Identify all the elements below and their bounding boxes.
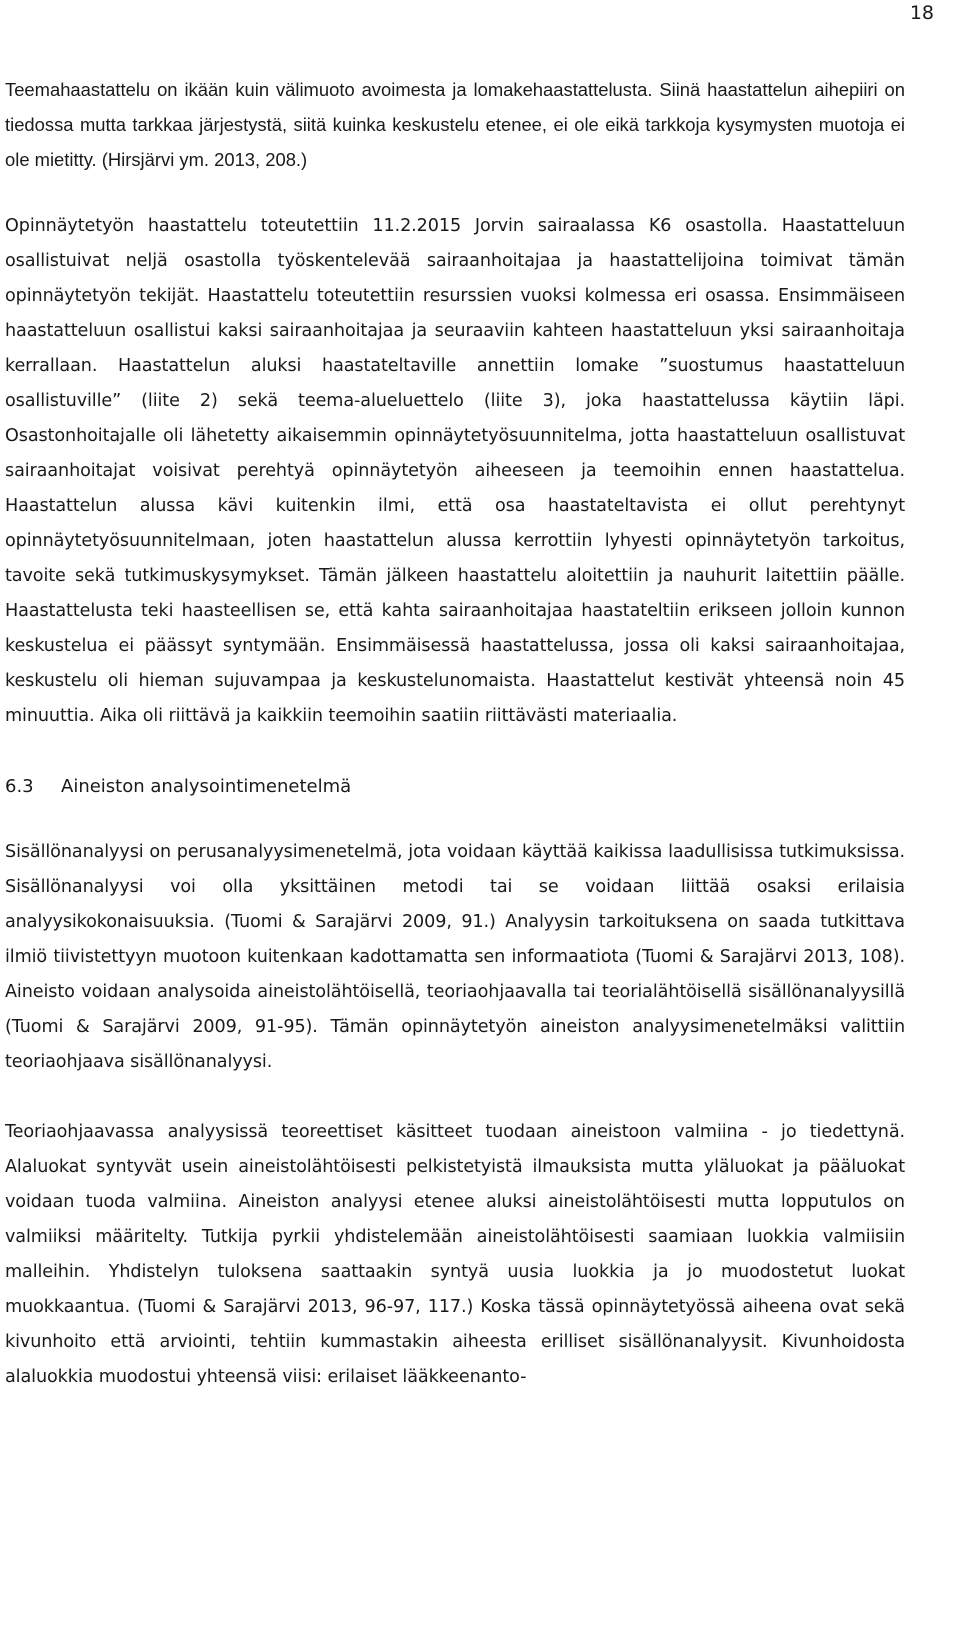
page-number: 18 [909, 2, 934, 24]
section-heading [5, 769, 905, 804]
section-title: Aineiston analysointimenetelmä [61, 776, 352, 797]
section-number: 6.3 [5, 776, 34, 797]
paragraph-content-analysis: Sisällönanalyysi on perusanalyysimenetelmä, jota voidaan käyttää kaikissa laadullisissa tutkimuksissa. Sisällönanalyysi voi olla yksittäinen metodi tai se voidaan liittää osaksi erilaisia analyysikokonaisuuksia. (Tuomi & Sarajärvi 2009, 91.) Analyysin tarkoituksena on saada tutkittava ilmiö tiivistettyyn muotoon kuitenkaan kadottamatta sen informaatiota (Tuomi & Sarajärvi 2013, 108). Aineisto voidaan analysoida aineistolähtöisellä, teoriaohjaavalla tai teorialähtöisellä sisällönanalyysillä (Tuomi & Sarajärvi 2009, 91-95). Tämän opinnäytetyön aineiston analyysimenetelmäksi valittiin teoriaohjaava sisällönanalyysi. [5, 842, 905, 1072]
document-body [5, 72, 905, 1395]
paragraph-theory-guided-analysis: Teoriaohjaavassa analyysissä teoreettiset käsitteet tuodaan aineistoon valmiina - jo tiedettynä. Alaluokat syntyvät usein aineistolähtöisesti pelkistetyistä ilmauksista mutta yläluokat ja pääluokat voidaan tuoda valmiina. Aineiston analyysi etenee aluksi aineistolähtöisesti mutta lopputulos on valmiiksi määritelty. Tutkija pyrkii yhdistelemään aineistolähtöisesti saamiaan luokkia valmiisiin malleihin. Yhdistelyn tuloksena saattaakin syntyä uusia luokkia ja jo muodostetut luokat muokkaantua. (Tuomi & Sarajärvi 2013, 96-97, 117.) Koska tässä opinnäytetyössä aiheena ovat sekä kivunhoito että arviointi, tehtiin kummastakin aiheesta erilliset sisällönanalyysit. Kivunhoidosta alaluokkia muodostui yhteensä viisi: erilaiset lääkkeenanto- [5, 1122, 905, 1387]
paragraph-interview-execution: Opinnäytetyön haastattelu toteutettiin 11.2.2015 Jorvin sairaalassa K6 osastolla. Haastatteluun osallistuivat neljä osastolla työskentelevää sairaanhoitajaa ja haastattelijoina toimivat tämän opinnäytetyön tekijät. Haastattelu toteutettiin resurssien vuoksi kolmessa eri osassa. Ensimmäiseen haastatteluun osallistui kaksi sairaanhoitajaa ja seuraaviin kahteen haastatteluun yksi sairaanhoitaja kerrallaan. Haastattelun aluksi haastateltaville annettiin lomake ”suostumus haastatteluun osallistuville” (liite 2) sekä teema-alueluettelo (liite 3), joka haastattelussa käytiin läpi. Osastonhoitajalle oli lähetetty aikaisemmin opinnäytetyösuunnitelma, jotta haastatteluun osallistuvat sairaanhoitajat voisivat perehtyä opinnäytetyön aiheeseen ja teemoihin ennen haastattelua. Haastattelun alussa kävi kuitenkin ilmi, että osa haastateltavista ei ollut perehtynyt opinnäytetyösuunnitelmaan, joten haastattelun alussa kerrottiin lyhyesti opinnäytetyön tarkoitus, tavoite sekä tutkimuskysymykset. Tämän jälkeen haastattelu aloitettiin ja nauhurit laitettiin päälle. Haastattelusta teki haasteellisen se, että kahta sairaanhoitajaa haastateltiin erikseen jolloin kunnon keskustelua ei päässyt syntymään. Ensimmäisessä haastattelussa, jossa oli kaksi sairaanhoitajaa, keskustelu oli hieman sujuvampaa ja keskustelunomaista. Haastattelut kestivät yhteensä noin 45 minuuttia. Aika oli riittävä ja kaikkiin teemoihin saatiin riittävästi materiaalia. [5, 216, 905, 726]
paragraph-theme-interview: Teemahaastattelu on ikään kuin välimuoto avoimesta ja lomakehaastattelusta. Siinä haastattelun aihepiiri on tiedossa mutta tarkkaa järjestystä, siitä kuinka keskustelu etenee, ei ole eikä tarkkoja kysymysten muotoja ei ole mietitty. (Hirsjärvi ym. 2013, 208.) [5, 79, 905, 170]
